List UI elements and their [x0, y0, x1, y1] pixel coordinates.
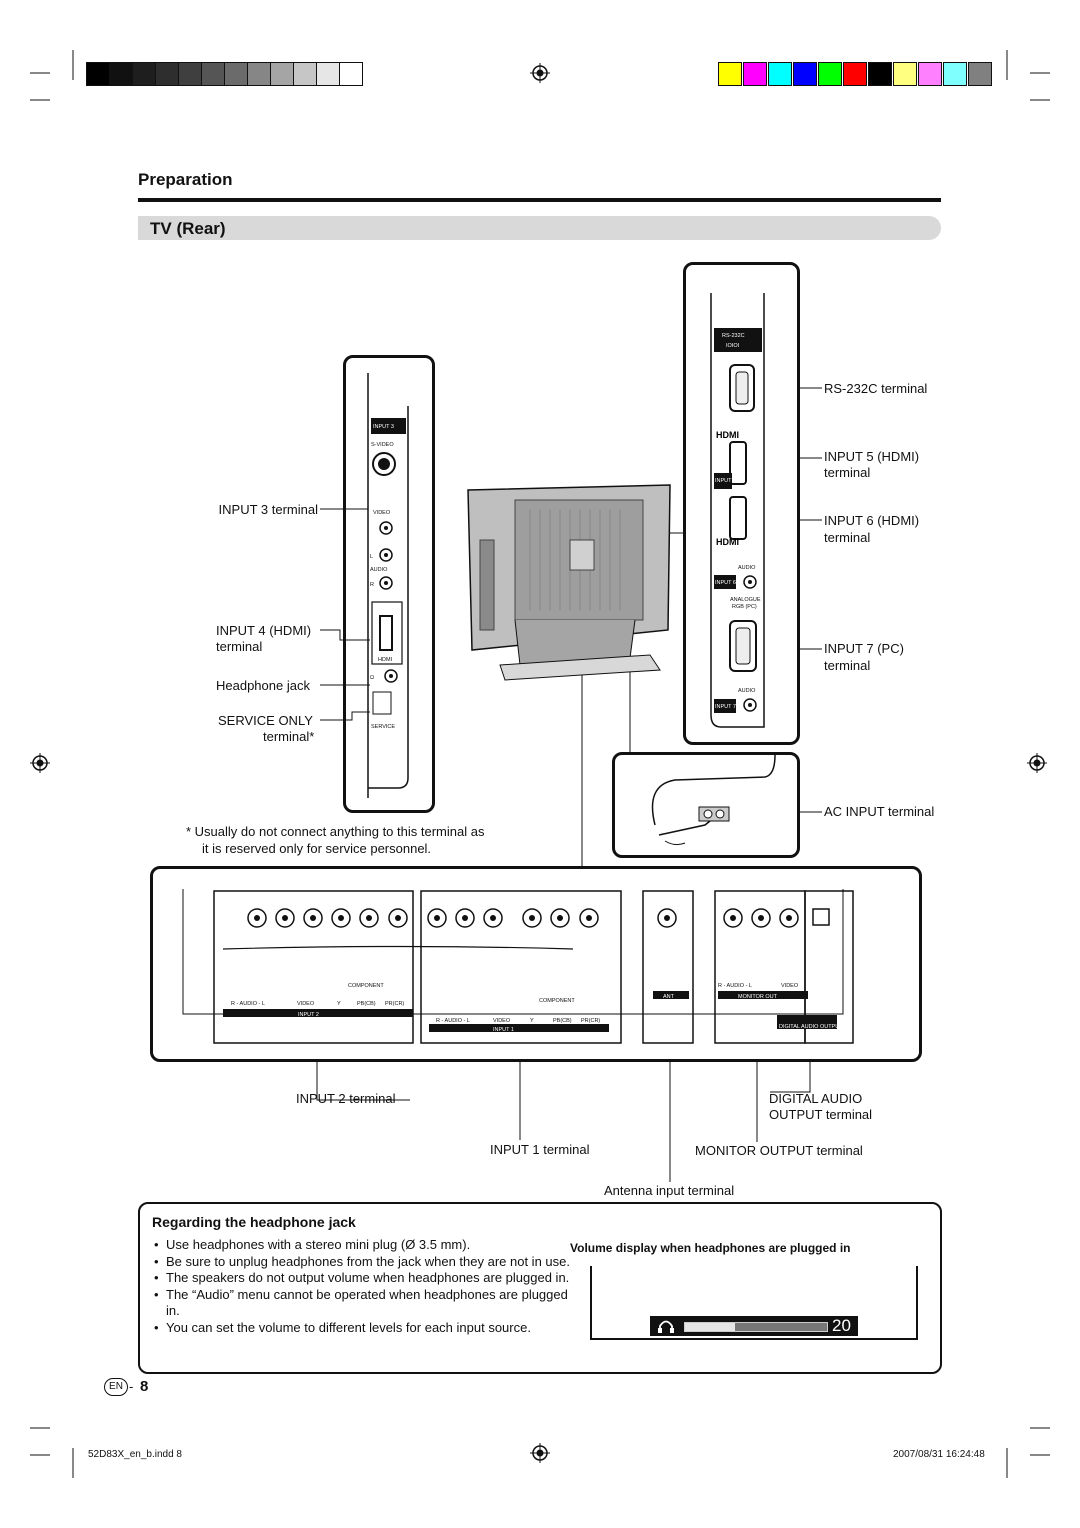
monitor-out-text: MONITOR OUT: [738, 994, 778, 1000]
headphone-info-list: [152, 1237, 572, 1336]
panel-video-text: VIDEO: [373, 510, 391, 516]
hdmi-logo-icon: HDMI: [716, 430, 739, 440]
ant-text: ANT: [663, 994, 674, 1000]
r-audio-l-text-2: R - AUDIO - L: [436, 1018, 470, 1024]
page-sep: -: [129, 1379, 134, 1394]
label-input7-line1: INPUT 7 (PC): [824, 641, 904, 656]
label-service-line1: SERVICE ONLY: [218, 713, 313, 728]
footnote-line1: * Usually do not connect anything to this terminal as: [186, 824, 485, 839]
side-panel-callout: [343, 355, 435, 813]
pb-text-2: PB(CB): [553, 1018, 572, 1024]
label-input1: INPUT 1 terminal: [490, 1142, 590, 1157]
label-input4-line1: INPUT 4 (HDMI): [216, 623, 312, 638]
label-monitor-output: MONITOR OUTPUT terminal: [695, 1143, 863, 1158]
footnote-line2: it is reserved only for service personnel.: [202, 841, 432, 856]
label-input3: INPUT 3 terminal: [218, 502, 318, 517]
panel-r-text: R: [370, 582, 374, 588]
label-digital-audio-line2: OUTPUT terminal: [769, 1107, 873, 1122]
component-text-2: COMPONENT: [539, 998, 575, 1004]
component-text-1: COMPONENT: [348, 983, 384, 989]
panel-svideo-text: S-VIDEO: [371, 442, 394, 448]
panel-input5-text: INPUT 5: [715, 478, 736, 484]
list-item: • Be sure to unplug headphones from the jack when they are not in use.: [152, 1254, 572, 1271]
input2-panel-text: INPUT 2: [298, 1012, 319, 1018]
volume-value: 20: [832, 1316, 851, 1335]
input1-panel-text: INPUT 1: [493, 1027, 514, 1033]
list-item: • The speakers do not output volume when headphones are plugged in.: [152, 1270, 572, 1287]
registration-mark-icon: [530, 1443, 550, 1463]
video-text-4: VIDEO: [781, 983, 799, 989]
panel-input6-text: INPUT 6: [715, 580, 736, 586]
r-audio-l-text-1: R - AUDIO - L: [231, 1001, 265, 1007]
panel-hdmi-text: HDMI: [378, 657, 393, 663]
volume-display-title: Volume display when headphones are plugged in: [570, 1241, 851, 1255]
video-text-3: VIDEO: [493, 1018, 511, 1024]
video-text-2: VIDEO: [297, 1001, 315, 1007]
panel-ioioi-text: IOIOI: [726, 343, 740, 349]
label-digital-audio-line1: DIGITAL AUDIO: [769, 1091, 863, 1106]
subsection-bar: [138, 216, 941, 240]
label-input7-line2: terminal: [824, 658, 871, 673]
pr-text-2: PR(CR): [581, 1018, 601, 1024]
volume-track: [684, 1322, 828, 1332]
label-input6-line2: terminal: [824, 530, 871, 545]
label-input2: INPUT 2 terminal: [296, 1091, 396, 1106]
bottom-terminals-callout: [150, 866, 922, 1062]
label-ac-input: AC INPUT terminal: [824, 804, 935, 819]
list-item: • You can set the volume to different levels for each input source.: [152, 1320, 572, 1337]
label-headphone: Headphone jack: [216, 678, 310, 693]
list-item: • Use headphones with a stereo mini plug (Ø 3.5 mm).: [152, 1237, 572, 1254]
pb-text-1: PB(CB): [357, 1001, 376, 1007]
registration-mark-icon: [1027, 753, 1047, 773]
ac-input-callout: [612, 752, 800, 858]
pr-text-1: PR(CR): [385, 1001, 405, 1007]
volume-bar: [650, 1316, 858, 1336]
panel-l-text: L: [370, 554, 374, 560]
section-title: Preparation: [138, 170, 233, 189]
r-audio-l-text-3: R - AUDIO - L: [718, 983, 752, 989]
ac-input-drawing: [615, 755, 797, 855]
footer-file: 52D83X_en_b.indd 8: [88, 1449, 182, 1460]
headphone-info-box: [138, 1202, 942, 1374]
label-rs232c: RS-232C terminal: [824, 381, 928, 396]
subsection-title: TV (Rear): [150, 219, 226, 238]
headphone-info-title: Regarding the headphone jack: [152, 1214, 356, 1230]
panel-service-text: SERVICE: [371, 724, 396, 730]
panel-audio-text: AUDIO: [370, 567, 388, 573]
panel-audio-text-3: AUDIO: [738, 688, 756, 694]
panel-audio-text-2: AUDIO: [738, 565, 756, 571]
svg-text:Ω: Ω: [370, 675, 375, 681]
y-text-1: Y: [337, 1001, 341, 1007]
bottom-terminals-drawing: [153, 869, 919, 1059]
label-input5-line2: terminal: [824, 465, 871, 480]
list-item: • The “Audio” menu cannot be operated when headphones are plugged in.: [152, 1287, 572, 1320]
hdmi-logo-icon: HDMI: [716, 537, 739, 547]
panel-input3-text: INPUT 3: [373, 424, 394, 430]
panel-rgbpc-text: RGB (PC): [732, 604, 757, 610]
panel-rs232c-text: RS-232C: [722, 333, 745, 339]
section-rule: [138, 198, 941, 202]
digital-audio-output-text: DIGITAL AUDIO OUTPUT: [779, 1024, 843, 1030]
headphone-icon: [657, 1318, 675, 1334]
label-input5-line1: INPUT 5 (HDMI): [824, 449, 920, 464]
registration-mark-icon: [530, 63, 550, 83]
panel-input7-text: INPUT 7: [715, 704, 736, 710]
panel-analogue-text: ANALOGUE: [730, 597, 761, 603]
tv-rear-illustration: [460, 480, 680, 690]
rear-panel-callout: [683, 262, 800, 745]
label-input4-line2: terminal: [216, 639, 263, 654]
label-service-line2: terminal*: [263, 729, 315, 744]
label-input6-line1: INPUT 6 (HDMI): [824, 513, 920, 528]
page-number: 8: [140, 1378, 149, 1395]
registration-mark-icon: [30, 753, 50, 773]
side-panel-drawing: [346, 358, 432, 810]
y-text-2: Y: [530, 1018, 534, 1024]
volume-fill: [685, 1323, 735, 1331]
footer-datetime: 2007/08/31 16:24:48: [893, 1449, 985, 1460]
language-badge: EN: [104, 1378, 128, 1396]
rear-panel-drawing: [686, 265, 797, 742]
label-antenna: Antenna input terminal: [604, 1183, 735, 1198]
